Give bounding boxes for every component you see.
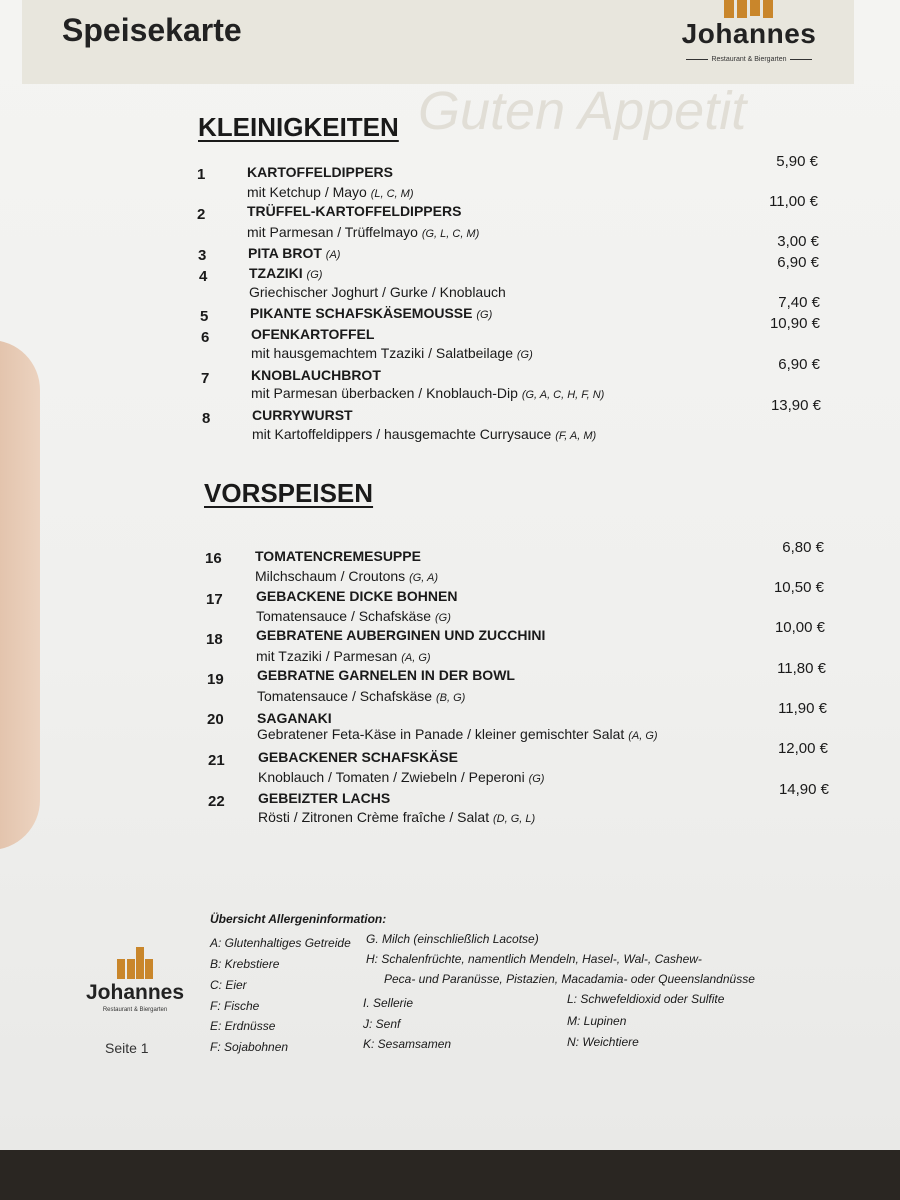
item-description: Gebratener Feta-Käse in Panade / kleiner gemischter Salat (A, G) [257, 726, 658, 742]
item-description: mit Tzaziki / Parmesan (A, G) [256, 648, 431, 664]
allergen-title: Übersicht Allergeninformation: [210, 912, 387, 926]
allergen-entry: I. Sellerie [363, 996, 414, 1010]
item-number: 17 [206, 591, 223, 608]
item-number: 20 [207, 711, 224, 728]
item-description: mit Kartoffeldippers / hausgemachte Currysauce (F, A, M) [252, 426, 597, 442]
section-title-kleinigkeiten: KLEINIGKEITEN [198, 112, 399, 142]
item-description: Milchschaum / Croutons (G, A) [255, 568, 438, 584]
allergen-entry: J: Senf [363, 1017, 401, 1031]
thumb-photo-artifact [0, 340, 40, 850]
item-name: KNOBLAUCHBROT [251, 367, 381, 383]
item-description: mit hausgemachtem Tzaziki / Salatbeilage (G) [251, 345, 533, 361]
item-price: 10,90 € [769, 315, 820, 332]
allergen-entry: N: Weichtiere [567, 1035, 639, 1049]
item-name: TOMATENCREMESUPPE [255, 548, 421, 564]
item-name: TRÜFFEL-KARTOFFELDIPPERS [247, 203, 462, 219]
watermark-text: Guten Appetit [418, 81, 747, 141]
item-price: 6,90 € [777, 254, 819, 271]
page-title: Speisekarte [62, 12, 242, 48]
item-price: 5,90 € [776, 153, 818, 170]
item-description: mit Ketchup / Mayo (L, C, M) [247, 184, 414, 200]
item-price: 14,90 € [778, 781, 829, 798]
item-price: 10,50 € [773, 579, 824, 596]
page-number: Seite 1 [105, 1040, 149, 1056]
item-description: Knoblauch / Tomaten / Zwiebeln / Peperoni (G) [258, 769, 545, 785]
item-name: GEBRATENE AUBERGINEN UND ZUCCHINI [256, 627, 546, 643]
item-number: 16 [205, 550, 222, 567]
allergen-entry: Peca- und Paranüsse, Pistazien, Macadamia- oder Queenslandnüsse [384, 972, 755, 986]
brand-name: Johannes [681, 18, 817, 49]
item-name: PITA BROT (A) [248, 245, 341, 261]
logo-mark-icon [117, 945, 153, 981]
item-description: mit Parmesan überbacken / Knoblauch-Dip (G, A, C, H, F, N) [251, 385, 605, 401]
item-description: Griechischer Joghurt / Gurke / Knoblauch [249, 284, 506, 300]
item-name: CURRYWURST [252, 407, 353, 423]
item-price: 11,90 € [778, 700, 827, 717]
allergen-entry: M: Lupinen [567, 1014, 627, 1028]
item-name: GEBACKENER SCHAFSKÄSE [258, 749, 458, 765]
allergen-entry: G. Milch (einschließlich Lacotse) [366, 932, 539, 946]
item-number: 6 [201, 329, 210, 346]
allergen-entry: K: Sesamsamen [363, 1037, 452, 1051]
item-number: 8 [202, 410, 211, 427]
item-number: 2 [197, 206, 206, 223]
item-price: 6,90 € [778, 356, 820, 373]
allergen-entry: H: Schalenfrüchte, namentlich Mendeln, Hasel-, Wal-, Cashew- [366, 952, 702, 966]
item-price: 11,00 € [769, 193, 818, 210]
brand-logo [678, 0, 820, 70]
item-name: PIKANTE SCHAFSKÄSEMOUSSE (G) [250, 305, 493, 321]
allergen-entry: F: Sojabohnen [210, 1040, 289, 1054]
allergen-entry: B: Krebstiere [210, 957, 280, 971]
item-number: 4 [199, 268, 208, 285]
allergen-entry: F: Fische [210, 999, 260, 1013]
brand-subtitle: Restaurant & Biergarten [678, 56, 820, 63]
allergen-entry: L: Schwefeldioxid oder Sulfite [567, 992, 725, 1006]
item-price: 11,80 € [777, 660, 826, 677]
item-number: 18 [206, 631, 223, 648]
item-description: Tomatensauce / Schafskäse (B, G) [257, 688, 466, 704]
allergen-entry: A: Glutenhaltiges Getreide [210, 936, 351, 950]
item-name: GEBRATNE GARNELEN IN DER BOWL [257, 667, 515, 683]
item-name: OFENKARTOFFEL [251, 326, 375, 342]
allergen-entry: E: Erdnüsse [210, 1019, 276, 1033]
item-number: 1 [197, 166, 206, 183]
item-number: 21 [208, 752, 225, 769]
section-title-vorspeisen: VORSPEISEN [204, 478, 374, 508]
allergen-entry: C: Eier [210, 978, 247, 992]
item-name: SAGANAKI [257, 710, 332, 726]
item-name: GEBACKENE DICKE BOHNEN [256, 588, 458, 604]
footer-brand-name: Johannes [85, 981, 185, 1004]
item-description: Tomatensauce / Schafskäse (G) [256, 608, 451, 624]
item-number: 7 [201, 370, 210, 387]
footer-brand-subtitle: Restaurant & Biergarten [102, 1007, 168, 1013]
footer-logo [80, 945, 190, 1025]
item-price: 6,80 € [782, 539, 824, 556]
item-name: TZAZIKI (G) [249, 265, 323, 281]
item-description: mit Parmesan / Trüffelmayo (G, L, C, M) [247, 224, 480, 240]
item-description: Rösti / Zitronen Crème fraîche / Salat (D, G, L) [258, 809, 536, 825]
item-name: GEBEIZTER LACHS [258, 790, 391, 806]
item-price: 7,40 € [778, 294, 820, 311]
item-number: 22 [208, 793, 225, 810]
item-name: KARTOFFELDIPPERS [247, 164, 393, 180]
item-price: 3,00 € [777, 233, 819, 250]
item-price: 10,00 € [774, 619, 825, 636]
item-price: 13,90 € [770, 397, 821, 414]
item-number: 5 [200, 308, 209, 325]
item-price: 12,00 € [777, 740, 828, 757]
item-number: 19 [207, 671, 224, 688]
item-number: 3 [198, 247, 207, 264]
